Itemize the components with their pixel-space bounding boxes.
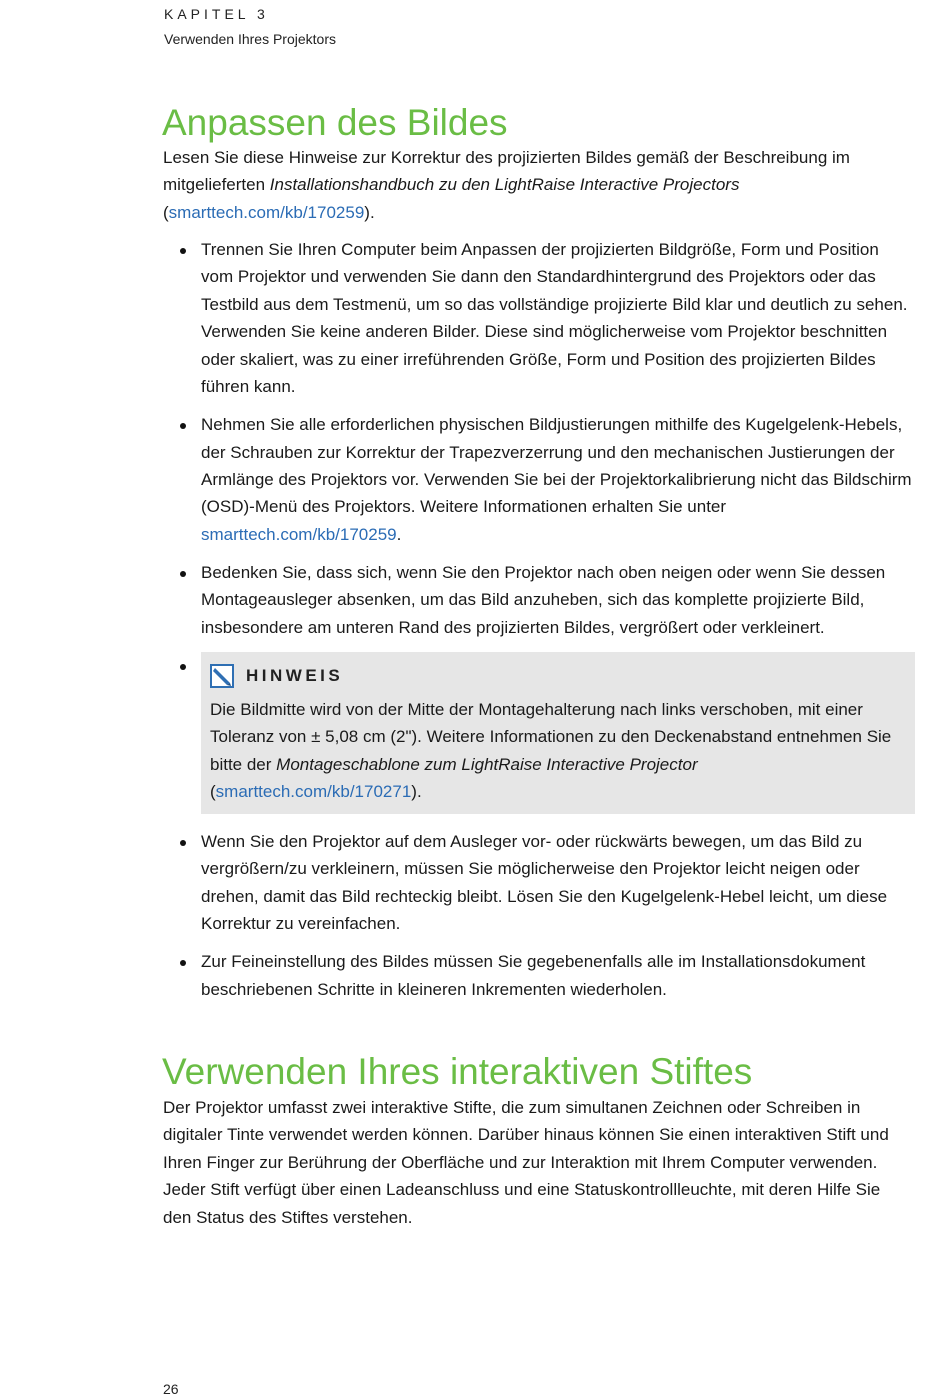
list-item-text: Wenn Sie den Projektor auf dem Ausleger vor- oder rückwärts bewegen, um das Bild zu vergrößern/zu verkleinern, müssen Sie möglicherweise den Projektor leicht neigen oder drehen, damit das Bild rechteckig bleibt. Lösen Sie den Kugelgelenk-Hebel leicht, um diese Korrektur zu vereinfachen. [201,831,888,933]
intro-doc-title: Installationshandbuch zu den LightRaise Interactive Projectors [269,175,740,195]
note-title: HINWEIS [246,666,344,686]
adjustment-tips-list [163,236,915,1014]
note-doc-title: Montageschablone zum LightRaise Interactive Projector [276,754,698,774]
list-item-text: Nehmen Sie alle erforderlichen physischen Bildjustierungen mithilfe des Kugelgelenk-Hebels, der Schrauben zur Korrektur der Trapezverzerrung und den mechanischen Justierungen der Armlänge des Projektors vor. Verwenden Sie bei der Projektorkalibrierung nicht das Bildschirm (OSD)-Menü des Projektors. Weitere Informationen erhalten Sie unter [201,415,912,517]
list-item-text: Zur Feineinstellung des Bildes müssen Sie gegebenenfalls alle im Installationsdokument beschriebenen Schritte in kleineren Inkrementen wiederholen. [201,952,866,999]
note-link[interactable]: smarttech.com/kb/170271 [215,782,412,802]
list-item-text: Bedenken Sie, dass sich, wenn Sie den Projektor nach oben neigen oder wenn Sie dessen Montageausleger absenken, um das Bild anzuheben, sich das komplette projizierte Bild, insbesondere am unteren Rand des projizierten Bildes, vergrößert oder verkleinert. [201,563,886,637]
list-item-end: . [396,524,402,544]
intro-text: Lesen Sie diese Hinweise zur Korrektur des projizierten Bildes gemäß der Beschreibung im mitgelieferten [163,148,850,195]
pen-section-body: Der Projektor umfasst zwei interaktive Stifte, die zum simultanen Zeichnen oder Schreiben in digitaler Tinte verwendet werden können. Darüber hinaus können Sie einen interaktiven Stift und Ihren Finger zur Berührung der Oberfläche und zur Interaktion mit Ihrem Computer verwenden. Jeder Stift verfügt über einen Ladeanschluss und eine Statuskontrollleuchte, mit deren Hilfe Sie den Status des Stiftes verstehen. [163,1098,889,1227]
note-header [210,662,899,690]
list-item [163,948,915,1003]
list-item [163,236,915,400]
note-box [201,652,915,814]
list-item-text: Trennen Sie Ihren Computer beim Anpassen der projizierten Bildgröße, Form und Position vom Projektor und verwenden Sie dann den Standardhintergrund des Projektors oder das Testbild aus dem Testmenü, um so das vollständige projizierte Bild klar und deutlich zu sehen. Verwenden Sie keine anderen Bilder. Diese sind möglicherweise vom Projektor beschnitten oder skaliert, was zu einer irreführenden Größe, Form und Position des projizierten Bildes führen kann. [201,240,908,397]
pencil-note-icon [210,664,234,688]
bullet-icon [180,664,186,670]
page-number: 26 [163,1381,179,1397]
note-paren-close: ). [411,782,422,802]
list-item [163,828,915,938]
list-item [163,652,915,814]
intro-link[interactable]: smarttech.com/kb/170259 [168,202,365,222]
bullet-icon [180,248,186,254]
note-text-body: Die Bildmitte wird von der Mitte der Montagehalterung nach links verschoben, mit einer Toleranz von ± 5,08 cm (2"). Weitere Informationen zu den Deckenabstand entnehmen Sie bitte der [210,700,892,774]
list-item [163,559,915,641]
intro-paren-close: ). [364,202,375,222]
kb-link[interactable]: smarttech.com/kb/170259 [201,524,397,544]
intro-paren-open: ( [163,202,169,222]
bullet-icon [180,423,186,429]
list-item [163,411,915,548]
bullet-icon [180,571,186,577]
note-text [210,696,899,806]
bullet-icon [180,840,186,846]
chapter-label: KAPITEL 3 [164,6,269,22]
chapter-subtitle: Verwenden Ihres Projektors [164,31,336,47]
section-intro [163,144,913,226]
section-title-adjust-image: Anpassen des Bildes [162,102,508,143]
bullet-icon [180,960,186,966]
section-title-interactive-pen: Verwenden Ihres interaktiven Stiftes [162,1051,753,1092]
note-paren-open: ( [210,782,216,802]
